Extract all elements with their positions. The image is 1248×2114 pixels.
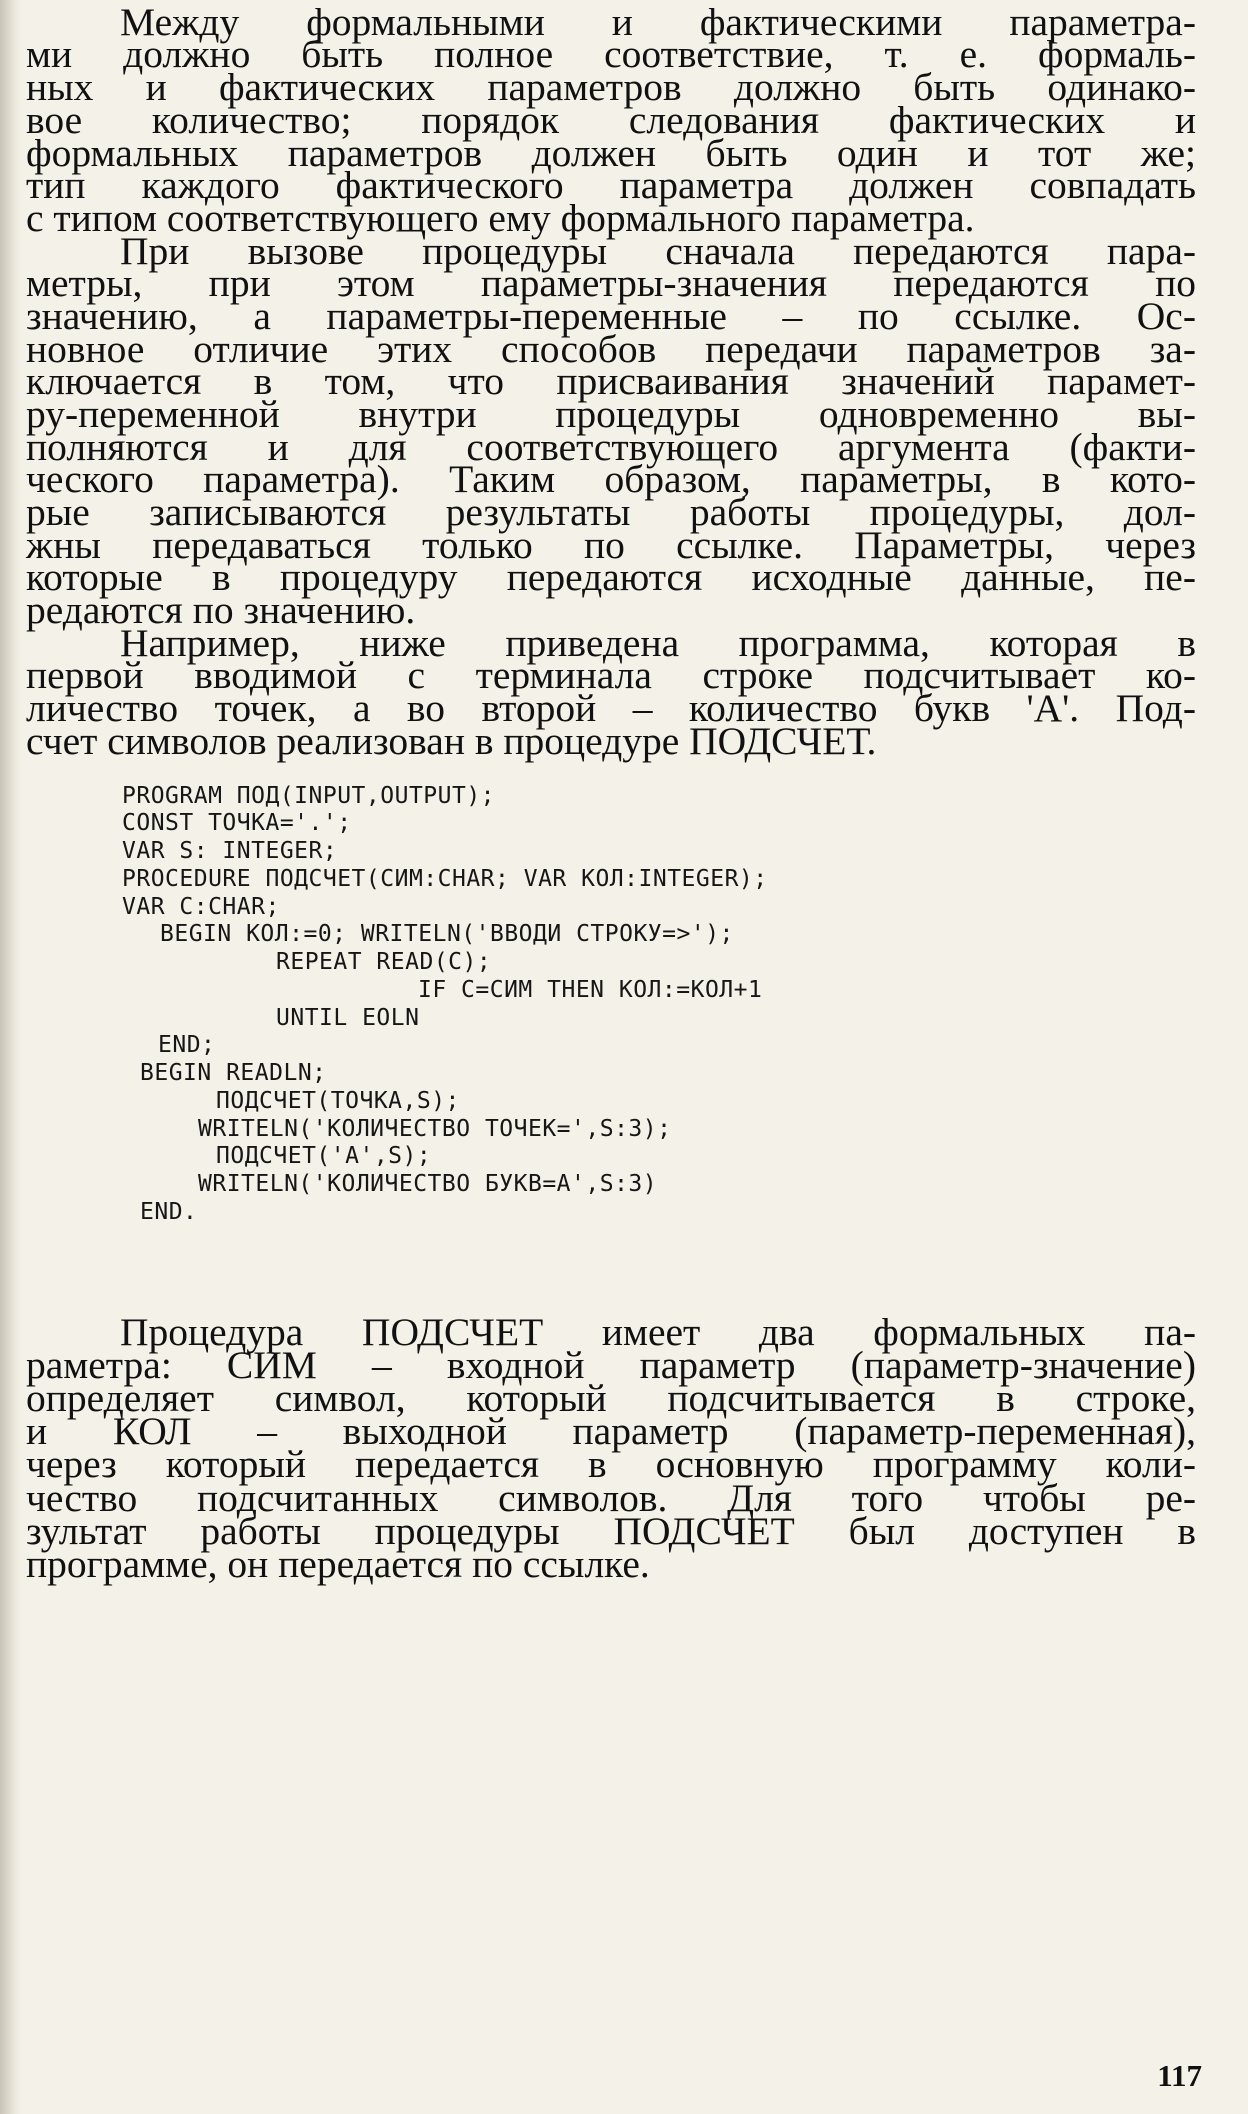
- text-line: ми должно быть полное соответствие, т. е. формаль-: [26, 32, 1196, 76]
- text-line: вое количество; порядок следования фактических и: [26, 98, 1196, 142]
- code-line: UNTIL EOLN: [276, 1005, 420, 1031]
- code-line: END;: [158, 1032, 216, 1058]
- code-line: ПОДСЧЕТ(ТОЧКА,S);: [216, 1088, 460, 1114]
- text-line: формальных параметров должен быть один и тот же;: [26, 131, 1196, 175]
- text-line: Процедура ПОДСЧЕТ имеет два формальных па-: [120, 1310, 1196, 1354]
- text-line: которые в процедуру передаются исходные данные, пе-: [26, 555, 1196, 599]
- code-line: REPEAT READ(C);: [276, 949, 492, 975]
- text-line: и КОЛ – выходной параметр (параметр-переменная),: [26, 1409, 1196, 1453]
- text-line: личество точек, а во второй – количество букв 'A'. Под-: [26, 686, 1196, 730]
- text-line: значению, а параметры-переменные – по ссылке. Ос-: [26, 294, 1196, 338]
- text-line: тип каждого фактического параметра должен совпадать: [26, 163, 1196, 207]
- text-line: ных и фактических параметров должно быть одинако-: [26, 65, 1196, 109]
- text-line: новное отличие этих способов передачи параметров за-: [26, 327, 1196, 371]
- text-line: редаются по значению.: [26, 588, 416, 632]
- page-number: 117: [1157, 2058, 1202, 2093]
- code-line: PROGRAM ПОД(INPUT,OUTPUT);: [122, 783, 496, 809]
- text-line: полняются и для соответствующего аргумента (факти-: [26, 425, 1196, 469]
- text-line: Например, ниже приведена программа, которая в: [120, 621, 1196, 665]
- code-line: WRITELN('КОЛИЧЕСТВО ТОЧЕК=',S:3);: [198, 1116, 672, 1142]
- text-line: При вызове процедуры сначала передаются пара-: [120, 229, 1196, 273]
- code-line: BEGIN READLN;: [140, 1060, 327, 1086]
- text-line: зультат работы процедуры ПОДСЧЕТ был доступен в: [26, 1509, 1196, 1553]
- text-line: ру-переменной внутри процедуры одновременно вы-: [26, 392, 1196, 436]
- text-line: ческого параметра). Таким образом, параметры, в кото-: [26, 457, 1196, 501]
- binding-shadow: [0, 0, 22, 2114]
- text-line: чество подсчитанных символов. Для того чтобы ре-: [26, 1476, 1196, 1520]
- text-line: Между формальными и фактическими параметра-: [120, 0, 1196, 44]
- text-line: программе, он передается по ссылке.: [26, 1542, 650, 1586]
- text-line: ключается в том, что присваивания значений парамет-: [26, 359, 1196, 403]
- text-line: определяет символ, который подсчитывается в строке,: [26, 1376, 1196, 1420]
- text-line: рые записываются результаты работы процедуры, дол-: [26, 490, 1196, 534]
- text-line: раметра: СИМ – входной параметр (параметр-значение): [26, 1343, 1196, 1387]
- code-line: ПОДСЧЕТ('A',S);: [216, 1143, 432, 1169]
- text-line: жны передаваться только по ссылке. Параметры, через: [26, 523, 1196, 567]
- text-line: первой вводимой с терминала строке подсчитывает ко-: [26, 653, 1196, 697]
- code-line: CONST ТОЧКА='.';: [122, 810, 352, 836]
- code-line: PROCEDURE ПОДСЧЕТ(СИМ:CHAR; VAR КОЛ:INTEGER);: [122, 866, 768, 892]
- text-line: счет символов реализован в процедуре ПОДСЧЕТ.: [26, 719, 877, 763]
- text-line: через который передается в основную программу коли-: [26, 1442, 1196, 1486]
- code-line: IF C=СИМ THEN КОЛ:=КОЛ+1: [418, 977, 763, 1003]
- code-line: WRITELN('КОЛИЧЕСТВО БУКВ=A',S:3): [198, 1171, 658, 1197]
- code-line: VAR C:CHAR;: [122, 894, 280, 920]
- code-line: BEGIN КОЛ:=0; WRITELN('ВВОДИ СТРОКУ=>');: [160, 921, 734, 947]
- code-line: VAR S: INTEGER;: [122, 838, 338, 864]
- text-line: с типом соответствующего ему формального параметра.: [26, 196, 975, 240]
- code-line: END.: [140, 1199, 198, 1225]
- text-line: метры, при этом параметры-значения передаются по: [26, 261, 1196, 305]
